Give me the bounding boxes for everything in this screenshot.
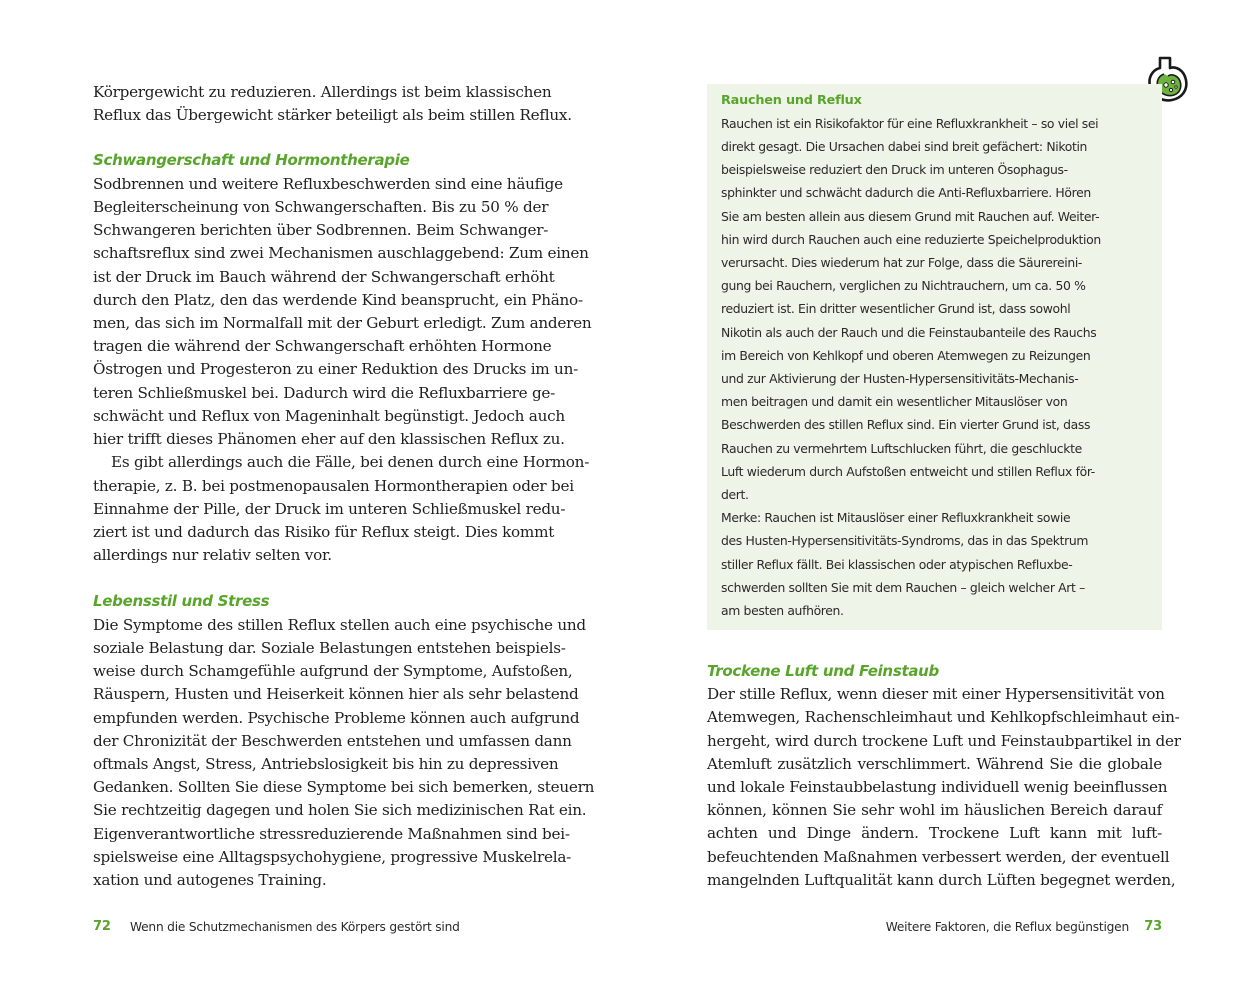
info-box-line: im Bereich von Kehlkopf und oberen Atemwegen zu Reizungen	[721, 348, 1091, 363]
body-text-line: hergeht, wird durch trockene Luft und Feinstaubpartikel in der	[707, 732, 1181, 750]
body-text-line: Sie rechtzeitig dagegen und holen Sie sich medizinischen Rat ein.	[93, 801, 587, 819]
body-text-line: Eigenverantwortliche stressreduzierende Maßnahmen sind bei-	[93, 825, 570, 843]
info-box-line: Beschwerden des stillen Reflux sind. Ein vierter Grund ist, dass	[721, 417, 1091, 432]
body-text-line: schwächt und Reflux von Mageninhalt begünstigt. Jedoch auch	[93, 407, 565, 425]
body-text-line: hier trifft dieses Phänomen eher auf den klassischen Reflux zu.	[93, 430, 565, 448]
body-text-line: Räuspern, Husten und Heiserkeit können hier als sehr belastend	[93, 685, 579, 703]
info-box-line: Merke: Rauchen ist Mitauslöser einer Refluxkrankheit sowie	[721, 510, 1071, 525]
body-text-line: allerdings nur relativ selten vor.	[93, 546, 332, 564]
info-box-line: Sie am besten allein aus diesem Grund mit Rauchen auf. Weiter-	[721, 209, 1100, 224]
info-box-line: Nikotin als auch der Rauch und die Feinstaubanteile des Rauchs	[721, 325, 1097, 340]
body-text-line: Sodbrennen und weitere Refluxbeschwerden sind eine häufige	[93, 175, 563, 193]
section-heading-dry-air: Trockene Luft und Feinstaub	[707, 662, 939, 680]
info-box-line: beispielsweise reduziert den Druck im unteren Ösophagus-	[721, 162, 1068, 177]
body-text-line: Schwangeren berichten über Sodbrennen. Beim Schwanger-	[93, 221, 549, 239]
body-text-line: der Chronizität der Beschwerden entstehen und umfassen dann	[93, 732, 572, 750]
info-box-line: direkt gesagt. Die Ursachen dabei sind breit gefächert: Nikotin	[721, 139, 1088, 154]
body-text-line: Gedanken. Sollten Sie diese Symptome bei sich bemerken, steuern	[93, 778, 595, 796]
body-text-line: können, können Sie sehr wohl im häuslichen Bereich darauf	[707, 801, 1162, 819]
info-box-line: gung bei Rauchern, verglichen zu Nichtrauchern, um ca. 50 %	[721, 278, 1086, 293]
body-text-line: Östrogen und Progesteron zu einer Reduktion des Drucks im un-	[93, 360, 578, 378]
body-text-line: soziale Belastung dar. Soziale Belastungen entstehen beispiels-	[93, 639, 566, 657]
body-text-line: ist der Druck im Bauch während der Schwangerschaft erhöht	[93, 268, 555, 286]
running-head: Wenn die Schutzmechanismen des Körpers gestört sind	[130, 920, 460, 934]
body-text-line: weise durch Schamgefühle aufgrund der Symptome, Aufstoßen,	[93, 662, 573, 680]
info-box-line: hin wird durch Rauchen auch eine reduzierte Speichelproduktion	[721, 232, 1101, 247]
body-text-line: Körpergewicht zu reduzieren. Allerdings ist beim klassischen	[93, 83, 552, 101]
info-box-line: des Husten-Hypersensitivitäts-Syndroms, das in das Spektrum	[721, 533, 1089, 548]
body-text-line: durch den Platz, den das werdende Kind beansprucht, ein Phäno-	[93, 291, 583, 309]
section-heading-lifestyle: Lebensstil und Stress	[93, 592, 270, 610]
body-text-line: Der stille Reflux, wenn dieser mit einer Hypersensitivität von	[707, 685, 1165, 703]
info-box-line: Rauchen zu vermehrtem Luftschlucken führt, die geschluckte	[721, 441, 1082, 456]
info-box-line: dert.	[721, 487, 749, 502]
body-text-line: men, das sich im Normalfall mit der Geburt erledigt. Zum anderen	[93, 314, 592, 332]
body-text-line: ziert ist und dadurch das Risiko für Reflux steigt. Dies kommt	[93, 523, 555, 541]
body-text-line: oftmals Angst, Stress, Antriebslosigkeit bis hin zu depressiven	[93, 755, 559, 773]
info-box-line: men beitragen und damit ein wesentlicher Mitauslöser von	[721, 394, 1068, 409]
section-heading-pregnancy: Schwangerschaft und Hormontherapie	[93, 151, 410, 169]
body-text-line: xation und autogenes Training.	[93, 871, 327, 889]
info-box-line: und zur Aktivierung der Husten-Hypersensitivitäts-Mechanis-	[721, 371, 1079, 386]
body-text-line: Atemluft zusätzlich verschlimmert. Während Sie die globale	[707, 755, 1162, 773]
info-box-line: stiller Reflux fällt. Bei klassischen oder atypischen Refluxbe-	[721, 557, 1073, 572]
body-text-line: Atemwegen, Rachenschleimhaut und Kehlkopfschleimhaut ein-	[707, 708, 1180, 726]
info-box-line: Rauchen ist ein Risikofaktor für eine Refluxkrankheit – so viel sei	[721, 116, 1099, 131]
info-box-line: sphinkter und schwächt dadurch die Anti-Refluxbarriere. Hören	[721, 185, 1091, 200]
body-text-line: schaftsreflux sind zwei Mechanismen auschlaggebend: Zum einen	[93, 244, 589, 262]
info-box-line: am besten aufhören.	[721, 603, 844, 618]
page-number: 73	[1144, 919, 1162, 934]
info-box-line: schwerden sollten Sie mit dem Rauchen – gleich welcher Art –	[721, 580, 1085, 595]
body-text-line: tragen die während der Schwangerschaft erhöhten Hormone	[93, 337, 552, 355]
body-text-line: achten und Dinge ändern. Trockene Luft kann mit luft-	[707, 824, 1162, 842]
body-text-line: Es gibt allerdings auch die Fälle, bei denen durch eine Hormon-	[111, 453, 590, 471]
info-box-title: Rauchen und Reflux	[721, 93, 862, 108]
body-text-line: befeuchtenden Maßnahmen verbessert werden, der eventuell	[707, 848, 1170, 866]
body-text-line: Einnahme der Pille, der Druck im unteren Schließmuskel redu-	[93, 500, 566, 518]
body-text-line: spielsweise eine Alltagspsychohygiene, progressive Muskelrela-	[93, 848, 572, 866]
running-head: Weitere Faktoren, die Reflux begünstigen	[885, 920, 1129, 934]
body-text-line: teren Schließmuskel bei. Dadurch wird die Refluxbarriere ge-	[93, 384, 556, 402]
body-text-line: und lokale Feinstaubbelastung individuell wenig beeinflussen	[707, 778, 1168, 796]
info-box-line: verursacht. Dies wiederum hat zur Folge, dass die Säurereini-	[721, 255, 1083, 270]
body-text-line: mangelnden Luftqualität kann durch Lüften begegnet werden,	[707, 871, 1176, 889]
body-text-line: therapie, z. B. bei postmenopausalen Hormontherapien oder bei	[93, 477, 574, 495]
page-number: 72	[93, 919, 111, 934]
info-box-line: Luft wiederum durch Aufstoßen entweicht und stillen Reflux för-	[721, 464, 1095, 479]
body-text-line: Die Symptome des stillen Reflux stellen auch eine psychische und	[93, 616, 586, 634]
info-box-line: reduziert ist. Ein dritter wesentlicher Grund ist, dass sowohl	[721, 301, 1071, 316]
body-text-line: Begleiterscheinung von Schwangerschaften. Bis zu 50 % der	[93, 198, 549, 216]
body-text-line: empfunden werden. Psychische Probleme können auch aufgrund	[93, 709, 580, 727]
body-text-line: Reflux das Übergewicht stärker beteiligt als beim stillen Reflux.	[93, 106, 572, 124]
